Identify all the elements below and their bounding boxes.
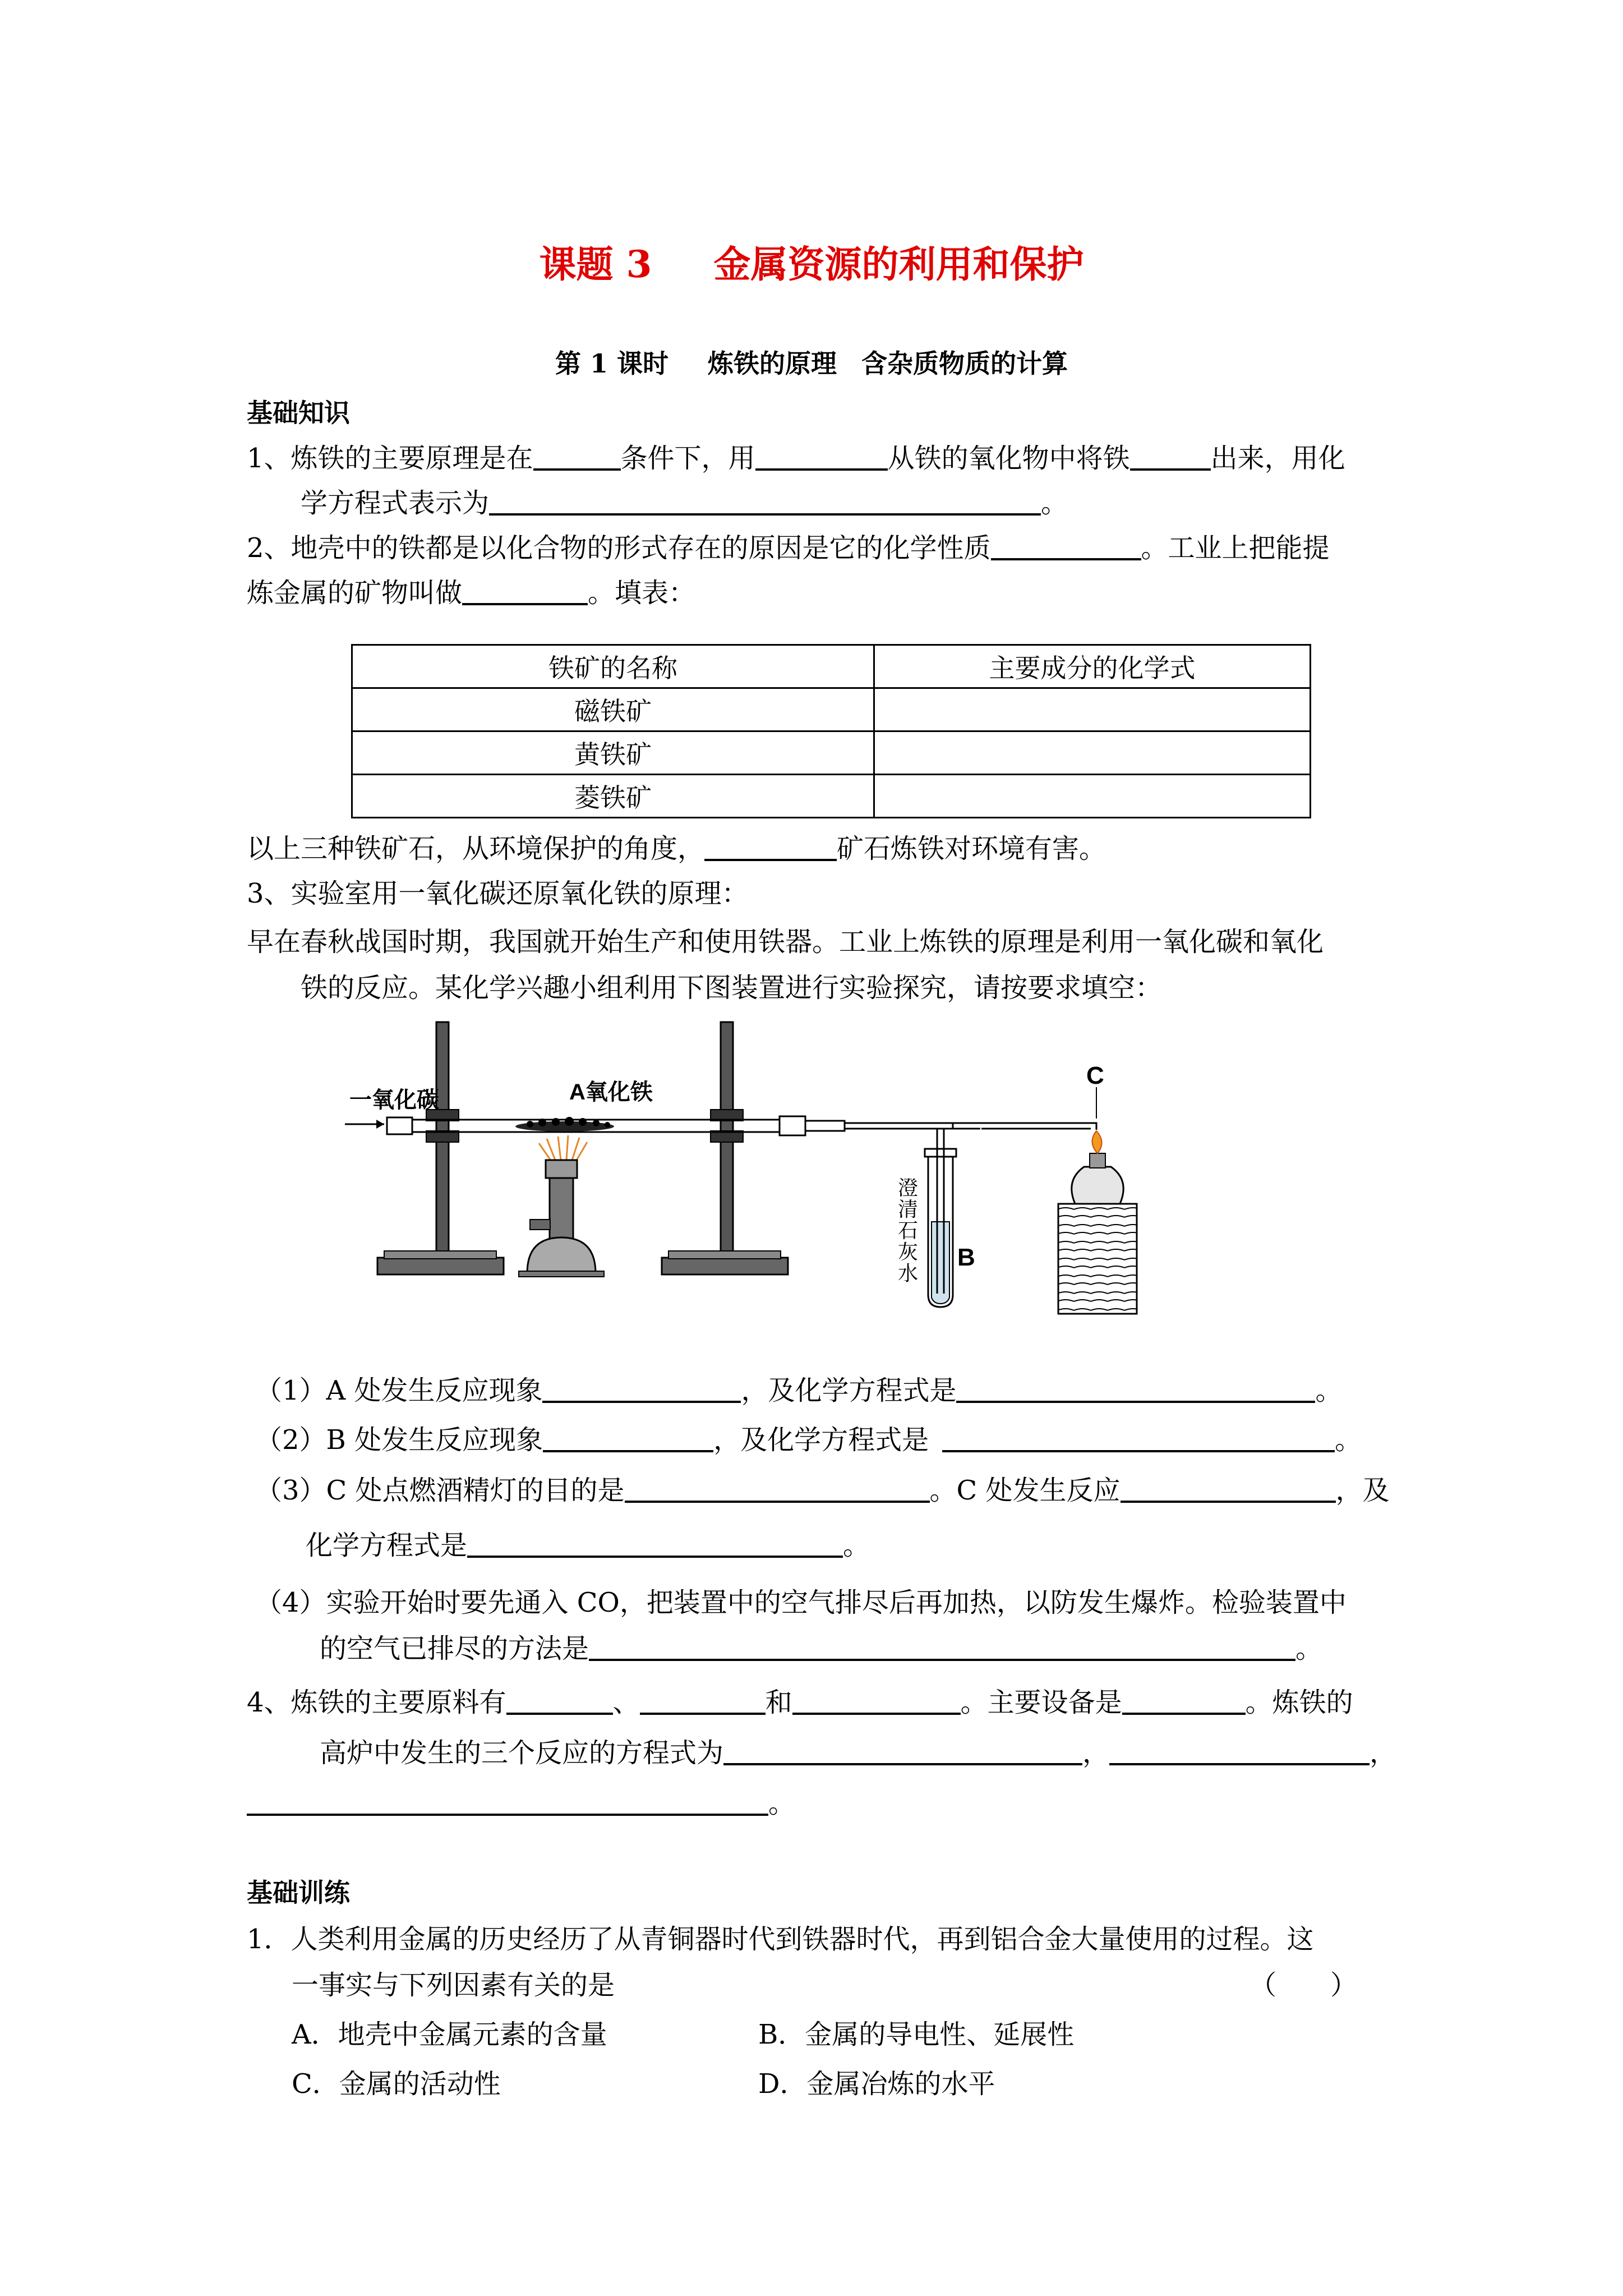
ore-note: 以上三种铁矿石，从环境保护的角度， 矿石炼铁对环境有害。 bbox=[247, 833, 1106, 864]
option-b[interactable]: B．金属的导电性、延展性 bbox=[758, 2019, 1075, 2050]
option-a[interactable]: A．地壳中金属元素的含量 bbox=[292, 2019, 607, 2050]
answer-blank[interactable] bbox=[1130, 444, 1211, 471]
question-3-heading: 3、实验室用一氧化碳还原氧化铁的原理： bbox=[247, 878, 749, 909]
label-c: C bbox=[1086, 1062, 1104, 1089]
question-1-line-1: 1、炼铁的主要原理是在 条件下，用 从铁的氧化物中将铁 出来，用化 bbox=[247, 443, 1345, 474]
training-question-1-line-1: 1．人类利用金属的历史经历了从青铜器时代到铁器时代，再到铝合金大量使用的过程。这 bbox=[247, 1924, 1314, 1955]
svg-text:灰: 灰 bbox=[898, 1241, 919, 1264]
wooden-block bbox=[1058, 1204, 1137, 1314]
answer-parentheses[interactable]: （ ） bbox=[1249, 1970, 1358, 2001]
table-row bbox=[352, 775, 1311, 818]
page-subtitle bbox=[0, 343, 1623, 380]
answer-blank[interactable] bbox=[991, 533, 1141, 560]
question-4-line-3: 。 bbox=[247, 1782, 795, 1820]
label-b: B bbox=[957, 1244, 975, 1271]
arrow-head-icon bbox=[376, 1120, 384, 1129]
question-4-line-2: 高炉中发生的三个反应的方程式为 ， ， bbox=[320, 1737, 1397, 1769]
question-1-line-2: 学方程式表示为 。 bbox=[301, 487, 1068, 519]
table-row bbox=[352, 731, 1311, 775]
answer-blank[interactable] bbox=[956, 1376, 1315, 1403]
answer-blank[interactable] bbox=[625, 1476, 930, 1503]
co-label: 一氧化碳 bbox=[349, 1088, 439, 1112]
answer-blank[interactable] bbox=[755, 444, 888, 471]
answer-blank[interactable] bbox=[489, 489, 1041, 516]
answer-blank[interactable] bbox=[533, 444, 621, 471]
sub-question-4-line-1: （4）实验开始时要先通入 CO，把装置中的空气排尽后再加热，以防发生爆炸。检验装置中 bbox=[255, 1587, 1347, 1618]
answer-blank[interactable] bbox=[942, 1425, 1335, 1452]
question-2-line-2: 炼金属的矿物叫做 。填表： bbox=[247, 577, 696, 609]
sub-question-4-line-2: 的空气已排尽的方法是 。 bbox=[320, 1633, 1323, 1664]
answer-blank[interactable] bbox=[506, 1688, 613, 1715]
ore-table bbox=[351, 644, 1311, 818]
ore-name: 磁铁矿 bbox=[352, 688, 874, 731]
left-iron-stand bbox=[377, 1022, 504, 1274]
ore-name: 黄铁矿 bbox=[352, 731, 874, 775]
question-2-line-1: 2、地壳中的铁都是以化合物的形式存在的原因是它的化学性质 。工业上把能提 bbox=[247, 532, 1330, 564]
ore-name: 菱铁矿 bbox=[352, 775, 874, 818]
answer-blank[interactable] bbox=[1109, 1738, 1370, 1765]
burner-flame bbox=[539, 1135, 587, 1161]
sub-question-2: （2）B 处发生反应现象 ，及化学方程式是 。 bbox=[255, 1424, 1362, 1456]
section-heading-basic: 基础知识 bbox=[247, 398, 350, 428]
answer-blank[interactable] bbox=[704, 834, 837, 861]
table-header: 主要成分的化学式 bbox=[874, 645, 1311, 688]
answer-blank[interactable] bbox=[589, 1634, 1295, 1661]
period-label: 第 1 课时 bbox=[555, 348, 669, 379]
answer-blank[interactable] bbox=[462, 578, 588, 605]
blowtorch-burner bbox=[519, 1160, 604, 1277]
right-iron-stand bbox=[662, 1022, 788, 1274]
sub-question-3-line-1: （3）C 处点燃酒精灯的目的是 。C 处发生反应 ，及 bbox=[255, 1475, 1390, 1506]
formula-cell[interactable] bbox=[874, 688, 1311, 731]
sub-question-3-line-2: 化学方程式是 。 bbox=[306, 1530, 870, 1561]
answer-blank[interactable] bbox=[542, 1376, 741, 1403]
page-title bbox=[0, 234, 1623, 288]
question-4-line-1: 4、炼铁的主要原料有 、 和 。主要设备是 。炼铁的 bbox=[247, 1687, 1353, 1718]
answer-blank[interactable] bbox=[1122, 1688, 1246, 1715]
svg-text:石: 石 bbox=[898, 1220, 919, 1243]
answer-blank[interactable] bbox=[723, 1738, 1082, 1765]
svg-text:水: 水 bbox=[898, 1262, 919, 1285]
formula-cell[interactable] bbox=[874, 775, 1311, 818]
answer-blank[interactable] bbox=[640, 1688, 766, 1715]
sub-question-1: （1）A 处发生反应现象 ，及化学方程式是 。 bbox=[255, 1375, 1343, 1406]
svg-text:澄: 澄 bbox=[898, 1177, 919, 1200]
answer-blank[interactable] bbox=[792, 1688, 961, 1715]
glass-tube bbox=[387, 1116, 981, 1135]
answer-blank[interactable] bbox=[247, 1789, 768, 1816]
apparatus-diagram bbox=[349, 1020, 1164, 1317]
svg-text:清: 清 bbox=[898, 1198, 919, 1221]
answer-blank[interactable] bbox=[543, 1425, 713, 1452]
table-header-row bbox=[352, 645, 1311, 688]
alcohol-lamp bbox=[1072, 1131, 1123, 1204]
option-d[interactable]: D．金属冶炼的水平 bbox=[758, 2068, 995, 2100]
question-3-intro-1: 早在春秋战国时期，我国就开始生产和使用铁器。工业上炼铁的原理是利用一氧化碳和氧化 bbox=[247, 926, 1324, 958]
section-heading-training: 基础训练 bbox=[247, 1878, 350, 1908]
question-3-intro-2: 铁的反应。某化学兴趣小组利用下图装置进行实验探究，请按要求填空： bbox=[301, 972, 1163, 1004]
formula-cell[interactable] bbox=[874, 731, 1311, 775]
table-header: 铁矿的名称 bbox=[352, 645, 874, 688]
subtitle-part1: 炼铁的原理 bbox=[708, 348, 837, 379]
limewater-label bbox=[898, 1177, 918, 1285]
option-c[interactable]: C．金属的活动性 bbox=[292, 2068, 501, 2100]
lesson-number: 课题 3 bbox=[539, 242, 652, 286]
label-a-iron-oxide: A氧化铁 bbox=[569, 1080, 653, 1105]
lesson-topic: 金属资源的利用和保护 bbox=[713, 242, 1084, 286]
training-question-1-line-2: 一事实与下列因素有关的是 bbox=[292, 1970, 615, 2001]
subtitle-part2: 含杂质物质的计算 bbox=[861, 348, 1068, 379]
table-row bbox=[352, 688, 1311, 731]
answer-blank[interactable] bbox=[1121, 1476, 1336, 1503]
answer-blank[interactable] bbox=[467, 1531, 843, 1558]
test-tube-b bbox=[925, 1129, 956, 1307]
